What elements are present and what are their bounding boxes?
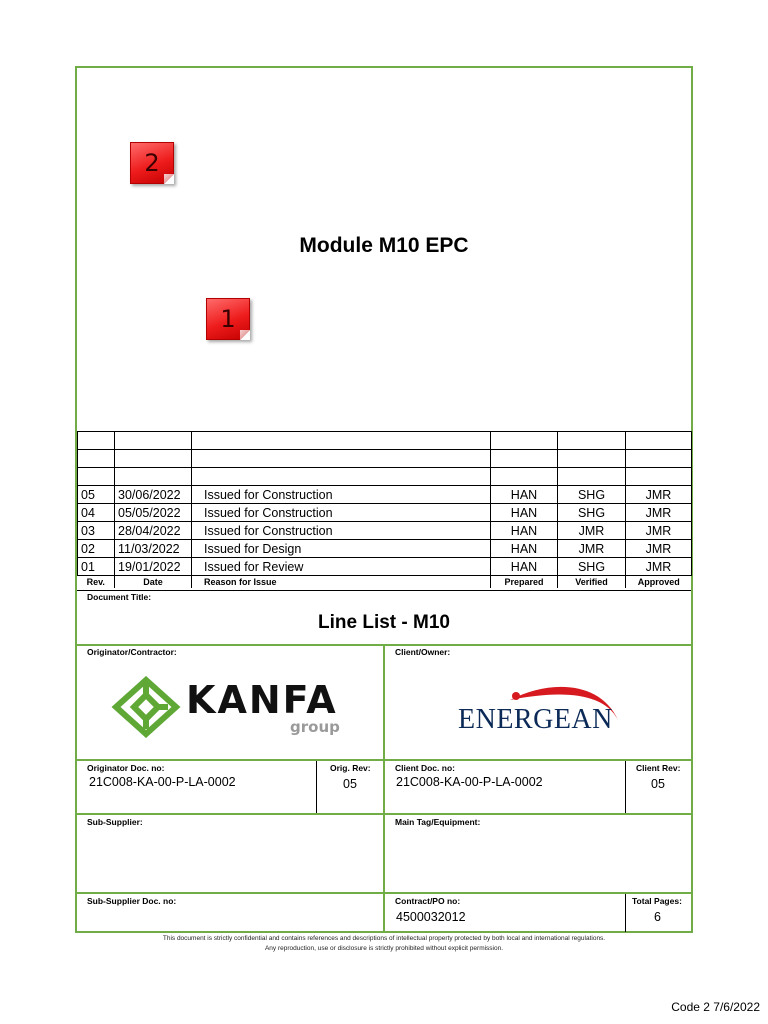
revision-header-row — [78, 576, 692, 588]
reason-cell: Issued for Review — [192, 558, 491, 576]
client-doc-no: 21C008-KA-00-P-LA-0002 — [396, 775, 543, 789]
marker-number: 1 — [220, 305, 236, 333]
verified-cell: SHG — [558, 504, 626, 522]
verified-cell: SHG — [558, 486, 626, 504]
reason-cell: Issued for Construction — [192, 486, 491, 504]
verified-cell: SHG — [558, 558, 626, 576]
verified-cell: JMR — [558, 522, 626, 540]
reason-cell: Issued for Design — [192, 540, 491, 558]
prepared-cell: HAN — [491, 540, 558, 558]
originator-doc-label: Originator Doc. no: — [87, 763, 165, 773]
revision-row — [78, 522, 692, 540]
date-cell: 19/01/2022 — [115, 558, 192, 576]
orig-rev-label: Orig. Rev: — [330, 763, 371, 773]
approved-cell: JMR — [626, 558, 692, 576]
revision-table — [77, 431, 692, 588]
divider — [77, 892, 691, 894]
prepared-cell: HAN — [491, 486, 558, 504]
kanfa-wordmark: KANFA — [186, 678, 338, 722]
client-rev-label: Client Rev: — [636, 763, 681, 773]
approved-cell: JMR — [626, 486, 692, 504]
divider — [625, 761, 626, 813]
kanfa-group-text: group — [290, 718, 340, 736]
rev-cell: 04 — [78, 504, 115, 522]
originator-doc-no: 21C008-KA-00-P-LA-0002 — [89, 775, 236, 789]
date-header: Date — [115, 576, 192, 588]
confidentiality-notice: This document is strictly confidential and contains references and descriptions of intellectual property protected by both local and international regulations. — [162, 935, 606, 942]
page-fold-icon — [240, 330, 250, 340]
date-cell: 05/05/2022 — [115, 504, 192, 522]
kanfa-logo — [110, 674, 355, 744]
approved-cell: JMR — [626, 504, 692, 522]
total-pages-label: Total Pages: — [632, 896, 682, 906]
rev-cell: 05 — [78, 486, 115, 504]
project-title: Module M10 EPC — [299, 234, 469, 257]
date-cell: 28/04/2022 — [115, 522, 192, 540]
approved-header: Approved — [626, 576, 692, 588]
energean-logo — [458, 682, 623, 738]
date-cell: 11/03/2022 — [115, 540, 192, 558]
revision-row — [78, 558, 692, 576]
divider — [383, 644, 385, 932]
date-cell: 30/06/2022 — [115, 486, 192, 504]
blank-revision-row — [78, 468, 692, 486]
reason-cell: Issued for Construction — [192, 504, 491, 522]
contract-label: Contract/PO no: — [395, 896, 461, 906]
verified-cell: JMR — [558, 540, 626, 558]
prepared-cell: HAN — [491, 558, 558, 576]
rev-header: Rev. — [86, 576, 105, 587]
prepared-cell: HAN — [491, 522, 558, 540]
prepared-cell: HAN — [491, 504, 558, 522]
rev-cell: 01 — [78, 558, 115, 576]
kanfa-emblem-icon — [110, 676, 182, 738]
orig-rev: 05 — [343, 777, 357, 791]
divider — [77, 590, 691, 591]
contract-no: 4500032012 — [396, 910, 466, 924]
document-title: Line List - M10 — [318, 612, 450, 633]
prepared-header: Prepared — [491, 576, 558, 588]
approved-cell: JMR — [626, 522, 692, 540]
blank-revision-row — [78, 450, 692, 468]
reason-header: Reason for Issue — [192, 576, 491, 588]
total-pages: 6 — [654, 910, 661, 924]
revision-row — [78, 486, 692, 504]
client-rev: 05 — [651, 777, 665, 791]
rev-cell: 03 — [78, 522, 115, 540]
rev-cell: 02 — [78, 540, 115, 558]
revision-marker-1[interactable] — [206, 298, 250, 340]
sub-supplier-label: Sub-Supplier: — [87, 817, 143, 827]
code-stamp: Code 2 7/6/2022 — [671, 1000, 760, 1014]
divider — [77, 813, 691, 815]
divider — [625, 894, 626, 932]
reproduction-notice: Any reproduction, use or disclosure is strictly prohibited without explicit permission. — [264, 945, 504, 952]
originator-label: Originator/Contractor: — [87, 647, 177, 657]
divider — [316, 761, 317, 813]
client-label: Client/Owner: — [395, 647, 451, 657]
page-fold-icon — [164, 174, 174, 184]
verified-header: Verified — [558, 576, 626, 588]
client-doc-label: Client Doc. no: — [395, 763, 455, 773]
energean-wordmark: ENERGEAN — [458, 704, 613, 735]
revision-marker-2[interactable] — [130, 142, 174, 184]
revision-row — [78, 540, 692, 558]
approved-cell: JMR — [626, 540, 692, 558]
document-title-label: Document Title: — [87, 592, 152, 602]
divider — [77, 759, 691, 761]
blank-revision-row — [78, 432, 692, 450]
reason-cell: Issued for Construction — [192, 522, 491, 540]
marker-number: 2 — [144, 149, 160, 177]
sub-supplier-doc-label: Sub-Supplier Doc. no: — [87, 896, 177, 906]
revision-row — [78, 504, 692, 522]
main-tag-label: Main Tag/Equipment: — [395, 817, 481, 827]
